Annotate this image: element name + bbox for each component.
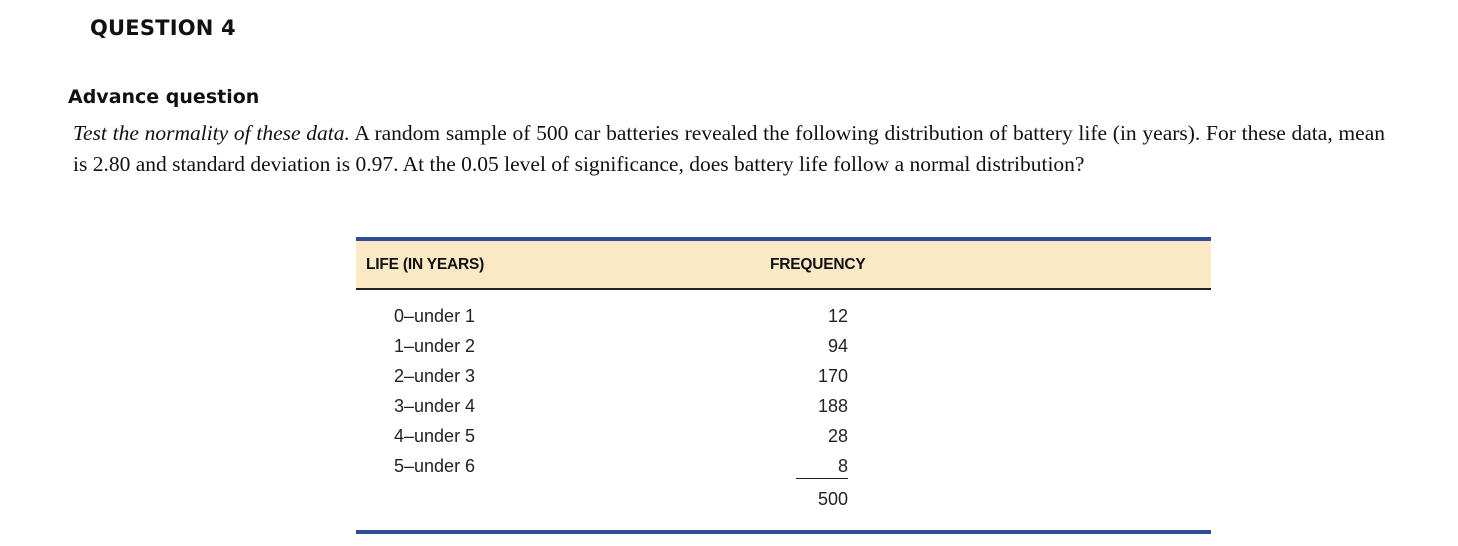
table-row [356,396,1211,426]
row-life: 5–under 6 [394,456,476,476]
row-frequency: 12 [827,306,848,326]
question-italic-lead: Test the normality of these data. [73,121,350,145]
table-row [356,336,1211,366]
row-frequency: 8 [796,456,848,479]
row-life: 4–under 5 [394,426,476,446]
row-life: 3–under 4 [394,396,476,416]
table-row [356,456,1211,486]
table-bottom-rule [356,530,1211,534]
row-frequency: 28 [827,426,848,446]
table-row [356,426,1211,456]
question-subtitle: Advance question [68,86,260,108]
table-body [356,290,1211,528]
header-life: LIFE (IN YEARS) [366,256,485,273]
row-frequency: 170 [817,366,848,386]
row-life: 1–under 2 [394,336,476,356]
frequency-total: 500 [817,489,848,509]
header-frequency: FREQUENCY [770,256,866,273]
table-header [356,241,1211,290]
table-row [356,306,1211,336]
question-body: A random sample of 500 car batteries revealed the following distribution of battery life (in years). For these data, mean is 2.80 and standard deviation is 0.97. At the 0.05 level of significance, does battery life follow a normal distribution? [73,121,1385,176]
row-frequency: 94 [827,336,848,356]
frequency-table [356,237,1211,528]
table-row [356,366,1211,396]
question-text [73,118,1385,180]
row-life: 2–under 3 [394,366,476,386]
row-life: 0–under 1 [394,306,476,326]
question-title: QUESTION 4 [90,16,236,40]
row-frequency: 188 [817,396,848,416]
